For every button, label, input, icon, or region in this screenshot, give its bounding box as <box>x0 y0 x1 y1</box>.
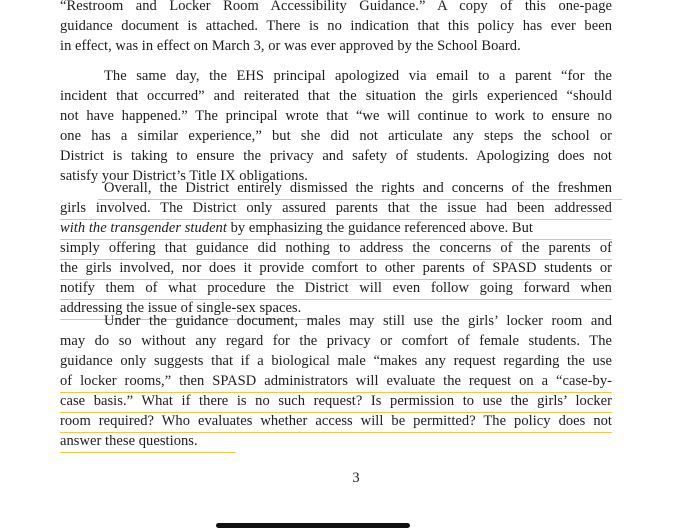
paragraph-line: not have happened.” The principal wrote that “we will continue to work to ensure no <box>60 108 612 124</box>
highlighted-line: addressing the issue of single-sex spaces. <box>60 300 324 320</box>
emphasized-phrase: with the transgender student <box>60 220 227 236</box>
highlighted-line: room required? Who evaluates whether access will be permitted? The policy does not <box>60 413 612 433</box>
highlighted-line: Overall, the District entirely dismissed the rights and concerns of the freshmen <box>98 180 622 200</box>
highlighted-line: case basis.” What if there is no such request? Is permission to use the girls’ locker <box>60 393 612 413</box>
page-number: 3 <box>352 470 360 486</box>
paragraph-line: in effect, was in effect on March 3, or was ever approved by the School Board. <box>60 38 521 54</box>
paragraph-line: The same day, the EHS principal apologized via email to a parent “for the <box>104 68 612 84</box>
paragraph-line: one has a similar experience,” but she did not articulate any steps the school or <box>60 128 612 144</box>
paragraph-line: guidance document is attached. There is no indication that this policy has ever been <box>60 18 612 34</box>
paragraph-line: District is taking to ensure the privacy and safety of students. Apologizing does not <box>60 148 612 164</box>
highlighted-line <box>60 220 612 240</box>
paragraph-line: satisfy your District’s Title IX obligations. <box>60 168 308 184</box>
highlighted-line: simply offering that guidance did nothing to address the concerns of the parents of <box>60 240 612 260</box>
highlighted-line: of locker rooms,” then SPASD administrators will evaluate the request on a “case-by- <box>60 373 612 393</box>
highlighted-line: answer these questions. <box>60 433 236 453</box>
paragraph-line: guidance only suggests that if a biological male “makes any request regarding the use <box>60 353 612 369</box>
paragraph-line: “Restroom and Locker Room Accessibility Guidance.” A copy of this one-page <box>60 0 612 14</box>
paragraph-line: incident that occurred” and reiterated that the situation the girls experienced “should <box>60 88 612 104</box>
line-text: by emphasizing the guidance referenced above. But <box>226 220 534 236</box>
highlighted-line: notify them of what procedure the District will even follow going forward when <box>60 280 612 300</box>
highlighted-line: girls involved. The District only assured parents that the issue had been addressed <box>60 200 612 220</box>
paragraph-line: Under the guidance document, males may still use the girls’ locker room and <box>104 313 612 329</box>
paragraph-line: may do so without any regard for the privacy or comfort of female students. The <box>60 333 612 349</box>
home-indicator-bar[interactable] <box>216 523 410 528</box>
highlighted-line: the girls involved, nor does it provide comfort to other parents of SPASD students or <box>60 260 612 280</box>
